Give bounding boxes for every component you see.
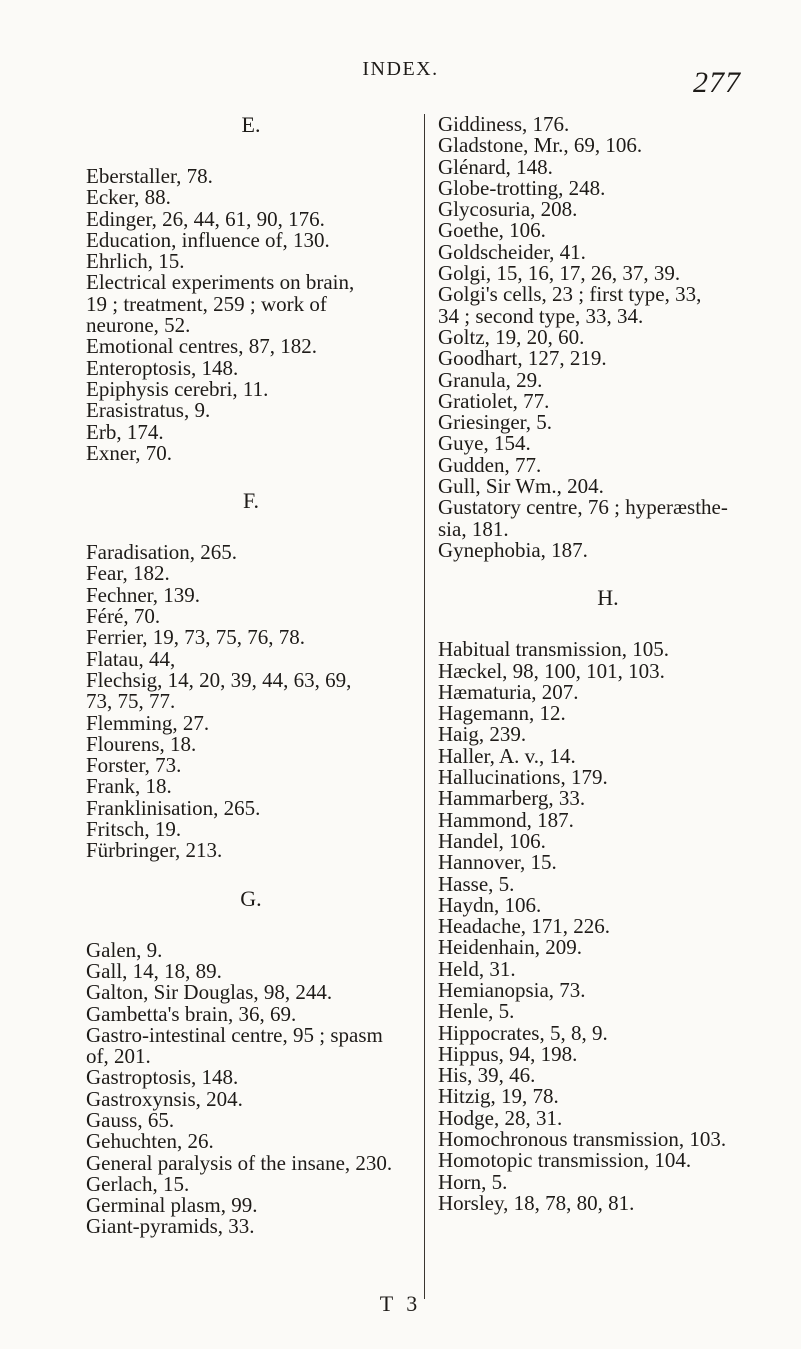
index-entry-line: Griesinger, 5. <box>438 410 553 435</box>
index-entry <box>86 958 416 983</box>
section-heading: E. <box>241 112 261 137</box>
index-entry <box>438 1129 778 1150</box>
index-entry-line: Galen, 9. <box>86 937 163 962</box>
section-spacer <box>86 464 416 488</box>
index-entry <box>438 348 778 369</box>
section-spacer <box>86 862 416 886</box>
index-entry-line: 73, 75, 77. <box>86 689 176 714</box>
index-entry-line: Gehuchten, 26. <box>86 1129 214 1154</box>
index-entry <box>86 982 416 1003</box>
index-entry-line: Eberstaller, 78. <box>86 164 213 188</box>
index-entry-line: Habitual transmission, 105. <box>438 637 669 662</box>
index-entry <box>86 646 416 671</box>
heading-spacer <box>86 912 416 940</box>
index-entry-line: Horsley, 18, 78, 80, 81. <box>438 1190 635 1215</box>
index-entry <box>86 1150 416 1175</box>
index-entry <box>438 284 778 327</box>
index-entry-line: Haig, 239. <box>438 722 527 747</box>
index-entry-line: Flatau, 44, <box>86 646 176 671</box>
index-entry-line: Hagemann, 12. <box>438 701 566 726</box>
index-entry <box>86 563 416 584</box>
index-entry-line: Flechsig, 14, 20, 39, 44, 63, 69, <box>86 667 352 692</box>
index-entry <box>438 807 778 832</box>
index-entry <box>86 795 416 820</box>
index-entry-line: Ehrlich, 15. <box>86 249 185 274</box>
index-entry-line: Globe-trotting, 248. <box>438 175 606 200</box>
heading-spacer <box>86 138 416 166</box>
index-entry <box>438 175 778 200</box>
index-entry-line: Goltz, 19, 20, 60. <box>438 324 585 349</box>
index-entry-line: Homochronous transmission, 103. <box>438 1127 727 1152</box>
index-entry-line: Henle, 5. <box>438 999 515 1024</box>
index-entry-line: Gratiolet, 77. <box>438 388 550 413</box>
index-entry <box>438 1086 778 1107</box>
index-entry-line: Hæmaturia, 207. <box>438 679 579 704</box>
index-entry-line: Hannover, 15. <box>438 850 557 875</box>
index-entry-line: Hippocrates, 5, 8, 9. <box>438 1020 608 1045</box>
index-entry <box>86 667 416 714</box>
index-entry-line: Enteroptosis, 148. <box>86 355 239 380</box>
index-entry <box>438 916 778 937</box>
index-entry-line: Hodge, 28, 31. <box>438 1105 563 1130</box>
index-entry <box>86 755 416 776</box>
index-entry-line: sia, 181. <box>438 516 509 541</box>
index-entry <box>438 367 778 392</box>
index-entry <box>86 227 416 252</box>
index-entry <box>86 1131 416 1152</box>
section-heading: F. <box>243 488 259 514</box>
index-entry-line: Gastroxynsis, 204. <box>86 1086 243 1111</box>
index-entry-line: Faradisation, 265. <box>86 540 238 565</box>
index-entry-line: Gull, Sir Wm., 204. <box>438 474 604 499</box>
index-entry-line: Hammarberg, 33. <box>438 786 586 811</box>
index-entry <box>86 542 416 563</box>
index-entry <box>438 937 778 958</box>
index-entry-line: Fritsch, 19. <box>86 817 182 842</box>
index-entry <box>438 852 778 873</box>
index-entry <box>438 1020 778 1045</box>
index-entry-line: Haller, A. v., 14. <box>438 743 576 768</box>
index-entry <box>438 703 778 724</box>
index-entry-line: Held, 31. <box>438 956 516 981</box>
index-entry-line: Electrical experiments on brain, <box>86 270 355 295</box>
index-entry <box>438 199 778 220</box>
index-entry <box>86 187 416 208</box>
index-entry <box>438 412 778 433</box>
index-entry-line: Gustatory centre, 76 ; hyperæsthe- <box>438 495 728 520</box>
index-entry <box>86 776 416 797</box>
index-entry <box>438 263 778 284</box>
index-entry-line: Homotopic transmission, 104. <box>438 1148 692 1173</box>
index-entry-line: Fechner, 139. <box>86 582 201 607</box>
page-number: 277 <box>693 66 741 99</box>
index-entry-line: Edinger, 26, 44, 61, 90, 176. <box>86 206 325 231</box>
index-entry-line: neurone, 52. <box>86 313 191 338</box>
index-entry <box>86 1067 416 1088</box>
index-entry <box>438 658 778 683</box>
index-entry-line: General paralysis of the insane, 230. <box>86 1150 393 1175</box>
index-entry-line: Handel, 106. <box>438 828 546 853</box>
section-heading: H. <box>597 585 619 611</box>
index-entry-line: Hammond, 187. <box>438 807 574 832</box>
index-entry <box>86 166 416 187</box>
section-heading: G. <box>240 885 262 911</box>
index-entry <box>86 937 416 962</box>
heading-spacer <box>438 611 778 639</box>
index-entry-line: Forster, 73. <box>86 753 182 778</box>
index-entry <box>438 1169 778 1194</box>
index-entry <box>438 1001 778 1022</box>
index-entry-line: Gastro-intestinal centre, 95 ; spasm <box>86 1022 383 1047</box>
index-entry-line: Franklinisation, 265. <box>86 795 261 820</box>
index-entry-line: Germinal plasm, 99. <box>86 1193 258 1218</box>
index-entry-line: Giddiness, 176. <box>438 112 570 136</box>
index-entry-line: Fear, 182. <box>86 561 170 586</box>
index-entry-line: Gudden, 77. <box>438 452 542 477</box>
index-entry-line: Erasistratus, 9. <box>86 398 211 423</box>
index-entry-line: Gerlach, 15. <box>86 1171 190 1196</box>
index-entry <box>438 1150 778 1171</box>
index-entry-line: Emotional centres, 87, 182. <box>86 334 317 359</box>
index-entry <box>438 871 778 896</box>
index-entry-line: Goodhart, 127, 219. <box>438 346 607 371</box>
index-entry-line: Glénard, 148. <box>438 154 553 179</box>
index-entry-line: Galton, Sir Douglas, 98, 244. <box>86 980 333 1005</box>
index-entry <box>86 582 416 607</box>
index-entry-line: Heidenhain, 209. <box>438 935 583 960</box>
index-entry <box>438 476 778 497</box>
index-entry-line: Erb, 174. <box>86 419 164 444</box>
page-title: INDEX. <box>362 58 439 80</box>
index-entry-line: Haydn, 106. <box>438 892 542 917</box>
index-entry-line: Gambetta's brain, 36, 69. <box>86 1001 297 1026</box>
index-entry-line: Frank, 18. <box>86 774 172 799</box>
index-entry <box>86 376 416 401</box>
index-entry <box>86 1107 416 1132</box>
index-entry <box>438 724 778 745</box>
index-entry <box>438 1190 778 1215</box>
index-entry <box>86 400 416 421</box>
heading-spacer <box>86 514 416 542</box>
index-entry <box>86 419 416 444</box>
index-entry <box>86 272 416 336</box>
index-entry <box>86 440 416 465</box>
index-entry <box>86 819 416 840</box>
signature-mark: T 3 <box>379 1291 422 1316</box>
column-divider <box>424 114 425 1299</box>
index-entry <box>438 114 778 135</box>
section-spacer <box>438 561 778 585</box>
index-entry <box>438 1041 778 1066</box>
index-entry-line: Giant-pyramids, 33. <box>86 1214 255 1239</box>
index-entry-line: Epiphysis cerebri, 11. <box>86 376 269 401</box>
index-entry-line: Hemianopsia, 73. <box>438 977 586 1002</box>
index-entry <box>438 324 778 349</box>
index-entry-line: Hasse, 5. <box>438 871 515 896</box>
index-entry-line: His, 39, 46. <box>438 1063 536 1088</box>
left-column <box>86 112 416 1238</box>
index-entry <box>86 627 416 648</box>
index-entry-line: Flemming, 27. <box>86 710 210 735</box>
index-entry <box>86 355 416 380</box>
index-entry <box>86 336 416 357</box>
index-entry <box>438 892 778 917</box>
index-entry <box>438 767 778 788</box>
index-entry <box>438 679 778 704</box>
index-entry <box>86 1216 416 1237</box>
index-entry-line: Golgi's cells, 23 ; first type, 33, <box>438 282 702 307</box>
index-entry-line: Fürbringer, 213. <box>86 838 223 863</box>
index-entry-line: Ferrier, 19, 73, 75, 76, 78. <box>86 625 306 650</box>
index-entry <box>438 154 778 179</box>
index-entry <box>86 1171 416 1196</box>
index-entry-line: 34 ; second type, 33, 34. <box>438 303 644 328</box>
index-entry-line: Granula, 29. <box>438 367 543 392</box>
index-entry-line: Exner, 70. <box>86 440 173 465</box>
index-entry-line: Hippus, 94, 198. <box>438 1041 578 1066</box>
index-entry <box>86 731 416 756</box>
index-entry <box>86 710 416 735</box>
index-entry <box>438 1065 778 1086</box>
index-entry-line: Golgi, 15, 16, 17, 26, 37, 39. <box>438 261 681 286</box>
index-entry <box>438 452 778 477</box>
index-entry <box>438 788 778 809</box>
index-entry <box>86 1022 416 1069</box>
index-entry-line: Guye, 154. <box>438 431 531 456</box>
index-entry-line: Horn, 5. <box>438 1169 508 1194</box>
index-entry-line: Hitzig, 19, 78. <box>438 1084 559 1109</box>
index-entry-line: Gynephobia, 187. <box>438 537 588 562</box>
index-entry <box>438 639 778 660</box>
index-entry-line: of, 201. <box>86 1044 151 1069</box>
index-entry-line: Goethe, 106. <box>438 218 546 243</box>
index-entry <box>86 840 416 861</box>
index-entry <box>86 251 416 272</box>
index-entry <box>438 828 778 853</box>
index-entry-line: Goldscheider, 41. <box>438 239 586 264</box>
index-entry <box>438 433 778 454</box>
index-entry-line: Ecker, 88. <box>86 185 171 210</box>
index-entry <box>86 1086 416 1111</box>
index-entry-line: Gall, 14, 18, 89. <box>86 958 222 983</box>
index-entry <box>438 239 778 264</box>
index-entry <box>438 956 778 981</box>
index-entry <box>438 135 778 156</box>
index-entry <box>86 1001 416 1026</box>
index-entry <box>86 206 416 231</box>
index-entry <box>438 220 778 241</box>
index-entry-line: Gastroptosis, 148. <box>86 1065 239 1090</box>
index-entry <box>438 537 778 562</box>
index-entry <box>86 1195 416 1216</box>
index-entry-line: Hallucinations, 179. <box>438 765 608 790</box>
index-entry-line: Féré, 70. <box>86 604 161 629</box>
index-entry-line: Headache, 171, 226. <box>438 914 611 939</box>
index-entry-line: Education, influence of, 130. <box>86 227 330 252</box>
index-entry <box>438 743 778 768</box>
index-entry-line: Gauss, 65. <box>86 1107 175 1132</box>
index-entry <box>438 388 778 413</box>
index-entry-line: Hæckel, 98, 100, 101, 103. <box>438 658 665 683</box>
index-entry <box>86 606 416 627</box>
index-entry <box>438 1105 778 1130</box>
index-entry-line: Gladstone, Mr., 69, 106. <box>438 133 643 158</box>
index-entry <box>438 977 778 1002</box>
right-column <box>438 114 778 1214</box>
index-entry-line: Flourens, 18. <box>86 731 197 756</box>
index-entry-line: 19 ; treatment, 259 ; work of <box>86 291 327 316</box>
index-entry <box>438 497 778 540</box>
index-entry-line: Glycosuria, 208. <box>438 197 578 222</box>
